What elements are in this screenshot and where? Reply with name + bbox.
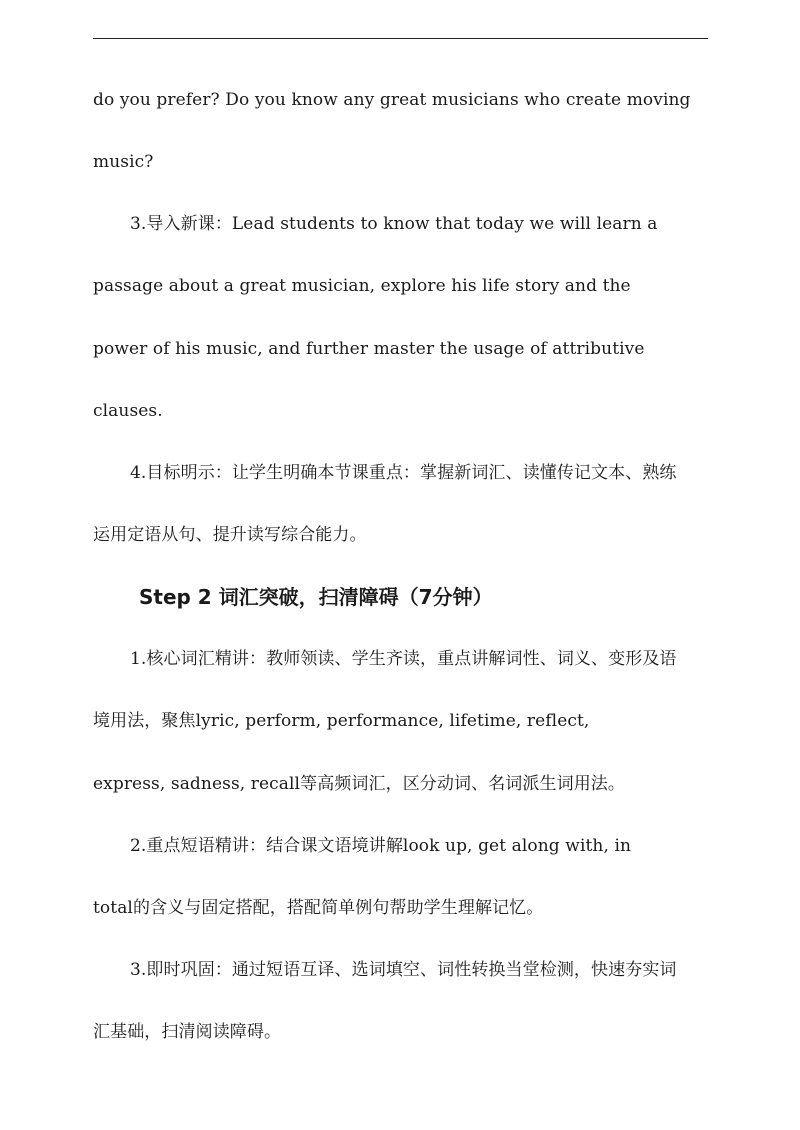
text-line: power of his music, and further master the usage of attributive xyxy=(93,339,645,359)
text-line: do you prefer? Do you know any great musicians who create moving xyxy=(93,90,691,110)
text-line: clauses. xyxy=(93,401,163,421)
section-heading: Step 2 词汇突破，扫清障碍（7分钟） xyxy=(139,585,493,609)
header-rule xyxy=(93,38,708,39)
text-line: 运用定语从句、提升读写综合能力。 xyxy=(93,525,367,545)
text-line: total的含义与固定搭配，搭配简单例句帮助学生理解记忆。 xyxy=(93,898,544,918)
text-line: 4.目标明示：让学生明确本节课重点：掌握新词汇、读懂传记文本、熟练 xyxy=(130,463,677,483)
text-line: 境用法，聚焦lyric, perform, performance, lifetime, reflect, xyxy=(93,711,590,731)
text-line: 1.核心词汇精讲：教师领读、学生齐读，重点讲解词性、词义、变形及语 xyxy=(130,649,677,669)
text-line: 汇基础，扫清阅读障碍。 xyxy=(93,1022,282,1042)
text-line: 3.导入新课：Lead students to know that today we will learn a xyxy=(130,214,658,234)
text-line: passage about a great musician, explore his life story and the xyxy=(93,276,631,296)
text-line: music? xyxy=(93,152,154,172)
text-line: 2.重点短语精讲：结合课文语境讲解look up, get along with, in xyxy=(130,836,632,856)
text-line: 3.即时巩固：通过短语互译、选词填空、词性转换当堂检测，快速夯实词 xyxy=(130,960,677,980)
text-line: express, sadness, recall等高频词汇，区分动词、名词派生词用法。 xyxy=(93,774,625,794)
